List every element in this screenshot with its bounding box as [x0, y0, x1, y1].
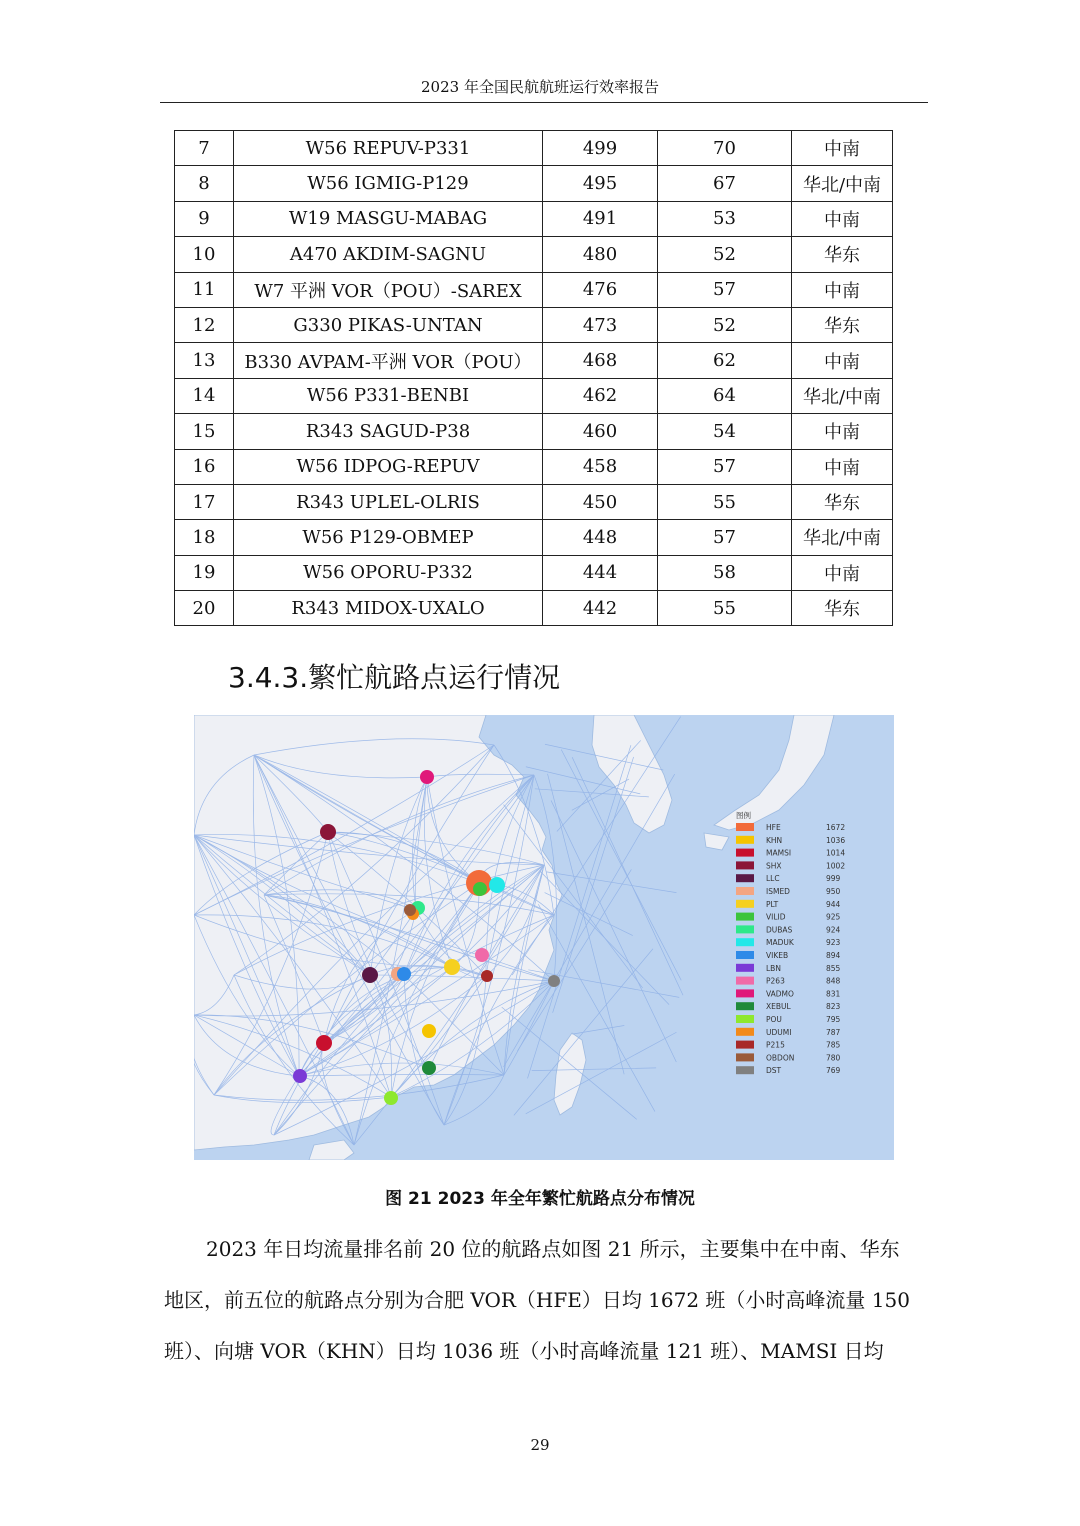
route-segment-cell: W19 MASGU-MABAG: [234, 201, 543, 236]
waypoint-marker-vikeb: [397, 967, 411, 981]
region-cell: 中南: [792, 343, 893, 378]
legend-label: MADUK: [766, 938, 794, 948]
table-row: [175, 131, 893, 166]
daily-flow-cell: 495: [543, 166, 658, 201]
legend-value: 795: [826, 1015, 841, 1024]
legend-swatch: [736, 1066, 754, 1074]
legend-value: 925: [826, 912, 841, 922]
peak-hour-cell: 64: [658, 378, 792, 413]
legend-swatch: [736, 874, 754, 882]
waypoint-marker-llc: [362, 967, 378, 983]
waypoint-marker-obdon: [404, 904, 416, 916]
legend-value: 823: [826, 1002, 841, 1012]
route-segment-cell: W56 P331-BENBI: [234, 378, 543, 413]
legend-swatch: [736, 823, 754, 831]
legend-value: 831: [826, 989, 841, 999]
body-paragraph-line-3: 班）、向塘 VOR（KHN）日均 1036 班（小时高峰流量 121 班）、MAMSI 日均: [164, 1339, 884, 1363]
daily-flow-cell: 444: [543, 555, 658, 590]
region-cell: 中南: [792, 272, 893, 307]
rank-cell: 19: [175, 555, 234, 590]
legend-label: HFE: [766, 823, 781, 832]
legend-label: LLC: [766, 874, 780, 884]
route-segment-cell: W56 OPORU-P332: [234, 555, 543, 590]
legend-label: PLT: [766, 899, 779, 909]
daily-flow-cell: 473: [543, 307, 658, 342]
daily-flow-cell: 458: [543, 449, 658, 484]
region-cell: 华东: [792, 591, 893, 626]
daily-flow-cell: 448: [543, 520, 658, 555]
legend-value: 848: [826, 976, 841, 986]
region-cell: 中南: [792, 555, 893, 590]
region-cell: 华东: [792, 237, 893, 272]
legend-value: 1002: [826, 861, 846, 871]
legend-swatch: [736, 849, 754, 857]
legend-swatch: [736, 861, 754, 869]
peak-hour-cell: 67: [658, 166, 792, 201]
daily-flow-cell: 442: [543, 591, 658, 626]
route-segment-cell: W56 IDPOG-REPUV: [234, 449, 543, 484]
waypoint-map: [194, 715, 894, 1160]
peak-hour-cell: 57: [658, 449, 792, 484]
rank-cell: 9: [175, 201, 234, 236]
legend-label: SHX: [766, 861, 782, 871]
route-segment-cell: G330 PIKAS-UNTAN: [234, 307, 543, 342]
rank-cell: 20: [175, 591, 234, 626]
route-segment-cell: B330 AVPAM-平洲 VOR（POU）: [234, 343, 543, 378]
daily-flow-cell: 499: [543, 131, 658, 166]
table-row: [175, 378, 893, 413]
legend-label: DST: [766, 1066, 782, 1076]
rank-cell: 7: [175, 131, 234, 166]
legend-value: 769: [826, 1066, 841, 1076]
peak-hour-cell: 54: [658, 414, 792, 449]
waypoint-marker-dst: [548, 975, 560, 987]
map-legend: [736, 810, 845, 1075]
waypoint-marker-pou: [384, 1091, 398, 1105]
peak-hour-cell: 62: [658, 343, 792, 378]
legend-label: UDUMI: [766, 1027, 792, 1037]
legend-label: VILID: [766, 912, 786, 922]
legend-label: MAMSI: [766, 848, 792, 858]
daily-flow-cell: 450: [543, 484, 658, 519]
legend-swatch: [736, 900, 754, 908]
region-cell: 中南: [792, 414, 893, 449]
body-paragraph-line-2: 地区，前五位的航路点分别为合肥 VOR（HFE）日均 1672 班（小时高峰流量 150: [164, 1288, 910, 1312]
legend-label: DUBAS: [766, 925, 793, 935]
legend-label: LBN: [766, 963, 781, 973]
table-row: [175, 272, 893, 307]
waypoint-marker-mamsi: [316, 1035, 332, 1051]
table-row: [175, 449, 893, 484]
waypoint-marker-vilid: [473, 882, 487, 896]
route-segment-cell: A470 AKDIM-SAGNU: [234, 237, 543, 272]
route-segment-cell: R343 UPLEL-OLRIS: [234, 484, 543, 519]
table-row: [175, 555, 893, 590]
table-row: [175, 343, 893, 378]
rank-cell: 14: [175, 378, 234, 413]
waypoint-marker-khn: [422, 1024, 436, 1038]
legend-label: OBDON: [766, 1053, 795, 1063]
daily-flow-cell: 491: [543, 201, 658, 236]
daily-flow-cell: 468: [543, 343, 658, 378]
legend-value: 999: [826, 874, 841, 884]
legend-swatch: [736, 1041, 754, 1049]
waypoint-marker-p263: [475, 948, 489, 962]
section-title: 3.4.3.繁忙航路点运行情况: [228, 661, 561, 694]
peak-hour-cell: 53: [658, 201, 792, 236]
daily-flow-cell: 462: [543, 378, 658, 413]
legend-swatch: [736, 887, 754, 895]
rank-cell: 16: [175, 449, 234, 484]
peak-hour-cell: 52: [658, 307, 792, 342]
legend-value: 1672: [826, 823, 846, 832]
region-cell: 华北/中南: [792, 520, 893, 555]
route-segment-cell: W56 IGMIG-P129: [234, 166, 543, 201]
region-cell: 华东: [792, 307, 893, 342]
legend-swatch: [736, 1002, 754, 1010]
table-row: [175, 484, 893, 519]
region-cell: 中南: [792, 449, 893, 484]
legend-swatch: [736, 1015, 754, 1023]
legend-label: VIKEB: [766, 951, 789, 960]
table-row: [175, 166, 893, 201]
rank-cell: 15: [175, 414, 234, 449]
figure-caption: 图 21 2023 年全年繁忙航路点分布情况: [385, 1189, 695, 1209]
region-cell: 中南: [792, 201, 893, 236]
table-row: [175, 414, 893, 449]
region-cell: 华北/中南: [792, 378, 893, 413]
legend-value: 787: [826, 1027, 841, 1037]
rank-cell: 11: [175, 272, 234, 307]
legend-label: VADMO: [766, 989, 794, 999]
legend-value: 1036: [826, 835, 846, 845]
legend-swatch: [736, 836, 754, 844]
peak-hour-cell: 52: [658, 237, 792, 272]
region-cell: 中南: [792, 131, 893, 166]
legend-swatch: [736, 951, 754, 959]
legend-value: 1014: [826, 848, 846, 858]
peak-hour-cell: 55: [658, 484, 792, 519]
page-number: 29: [530, 1436, 550, 1454]
rank-cell: 12: [175, 307, 234, 342]
legend-swatch: [736, 977, 754, 985]
rank-cell: 18: [175, 520, 234, 555]
legend-label: P263: [766, 976, 785, 986]
region-cell: 华北/中南: [792, 166, 893, 201]
waypoint-marker-plt: [444, 959, 460, 975]
waypoint-marker-p215: [481, 970, 493, 982]
legend-value: 950: [826, 887, 841, 896]
legend-value: 944: [826, 899, 841, 909]
rank-cell: 10: [175, 237, 234, 272]
route-segment-cell: R343 MIDOX-UXALO: [234, 591, 543, 626]
peak-hour-cell: 58: [658, 555, 792, 590]
legend-label: KHN: [766, 835, 783, 845]
route-segment-cell: W56 REPUV-P331: [234, 131, 543, 166]
rank-cell: 8: [175, 166, 234, 201]
body-paragraph-line-1: 2023 年日均流量排名前 20 位的航路点如图 21 所示，主要集中在中南、华东: [206, 1237, 900, 1261]
legend-label: P215: [766, 1040, 785, 1050]
daily-flow-cell: 476: [543, 272, 658, 307]
table-row: [175, 237, 893, 272]
region-cell: 华东: [792, 484, 893, 519]
legend-value: 785: [826, 1040, 841, 1050]
table-row: [175, 201, 893, 236]
waypoint-marker-maduk: [489, 877, 505, 893]
daily-flow-cell: 480: [543, 237, 658, 272]
legend-swatch: [736, 913, 754, 921]
waypoint-marker-shx: [320, 824, 336, 840]
rank-cell: 17: [175, 484, 234, 519]
legend-label: ISMED: [766, 887, 790, 896]
table-row: [175, 591, 893, 626]
route-segment-cell: R343 SAGUD-P38: [234, 414, 543, 449]
legend-title: 图例: [736, 811, 751, 820]
legend-swatch: [736, 1028, 754, 1036]
peak-hour-cell: 55: [658, 591, 792, 626]
waypoint-marker-xebul: [422, 1061, 436, 1075]
peak-hour-cell: 57: [658, 520, 792, 555]
legend-swatch: [736, 1053, 754, 1061]
daily-flow-cell: 460: [543, 414, 658, 449]
waypoint-marker-lbn: [293, 1069, 307, 1083]
peak-hour-cell: 70: [658, 131, 792, 166]
legend-value: 923: [826, 938, 841, 948]
table-row: [175, 307, 893, 342]
legend-value: 894: [826, 951, 841, 960]
legend-value: 780: [826, 1053, 841, 1063]
rank-cell: 13: [175, 343, 234, 378]
route-segment-cell: W56 P129-OBMEP: [234, 520, 543, 555]
route-segment-cell: W7 平洲 VOR（POU）-SAREX: [234, 272, 543, 307]
page-header: 2023 年全国民航航班运行效率报告: [421, 78, 659, 96]
waypoint-marker-vadmo: [420, 770, 434, 784]
legend-label: XEBUL: [766, 1002, 791, 1012]
legend-label: POU: [766, 1015, 782, 1024]
legend-swatch: [736, 989, 754, 997]
legend-swatch: [736, 964, 754, 972]
route-table: [174, 130, 893, 626]
legend-value: 855: [826, 963, 841, 973]
legend-swatch: [736, 938, 754, 946]
header-divider: [160, 102, 928, 103]
table-row: [175, 520, 893, 555]
legend-value: 924: [826, 925, 841, 935]
peak-hour-cell: 57: [658, 272, 792, 307]
legend-swatch: [736, 925, 754, 933]
